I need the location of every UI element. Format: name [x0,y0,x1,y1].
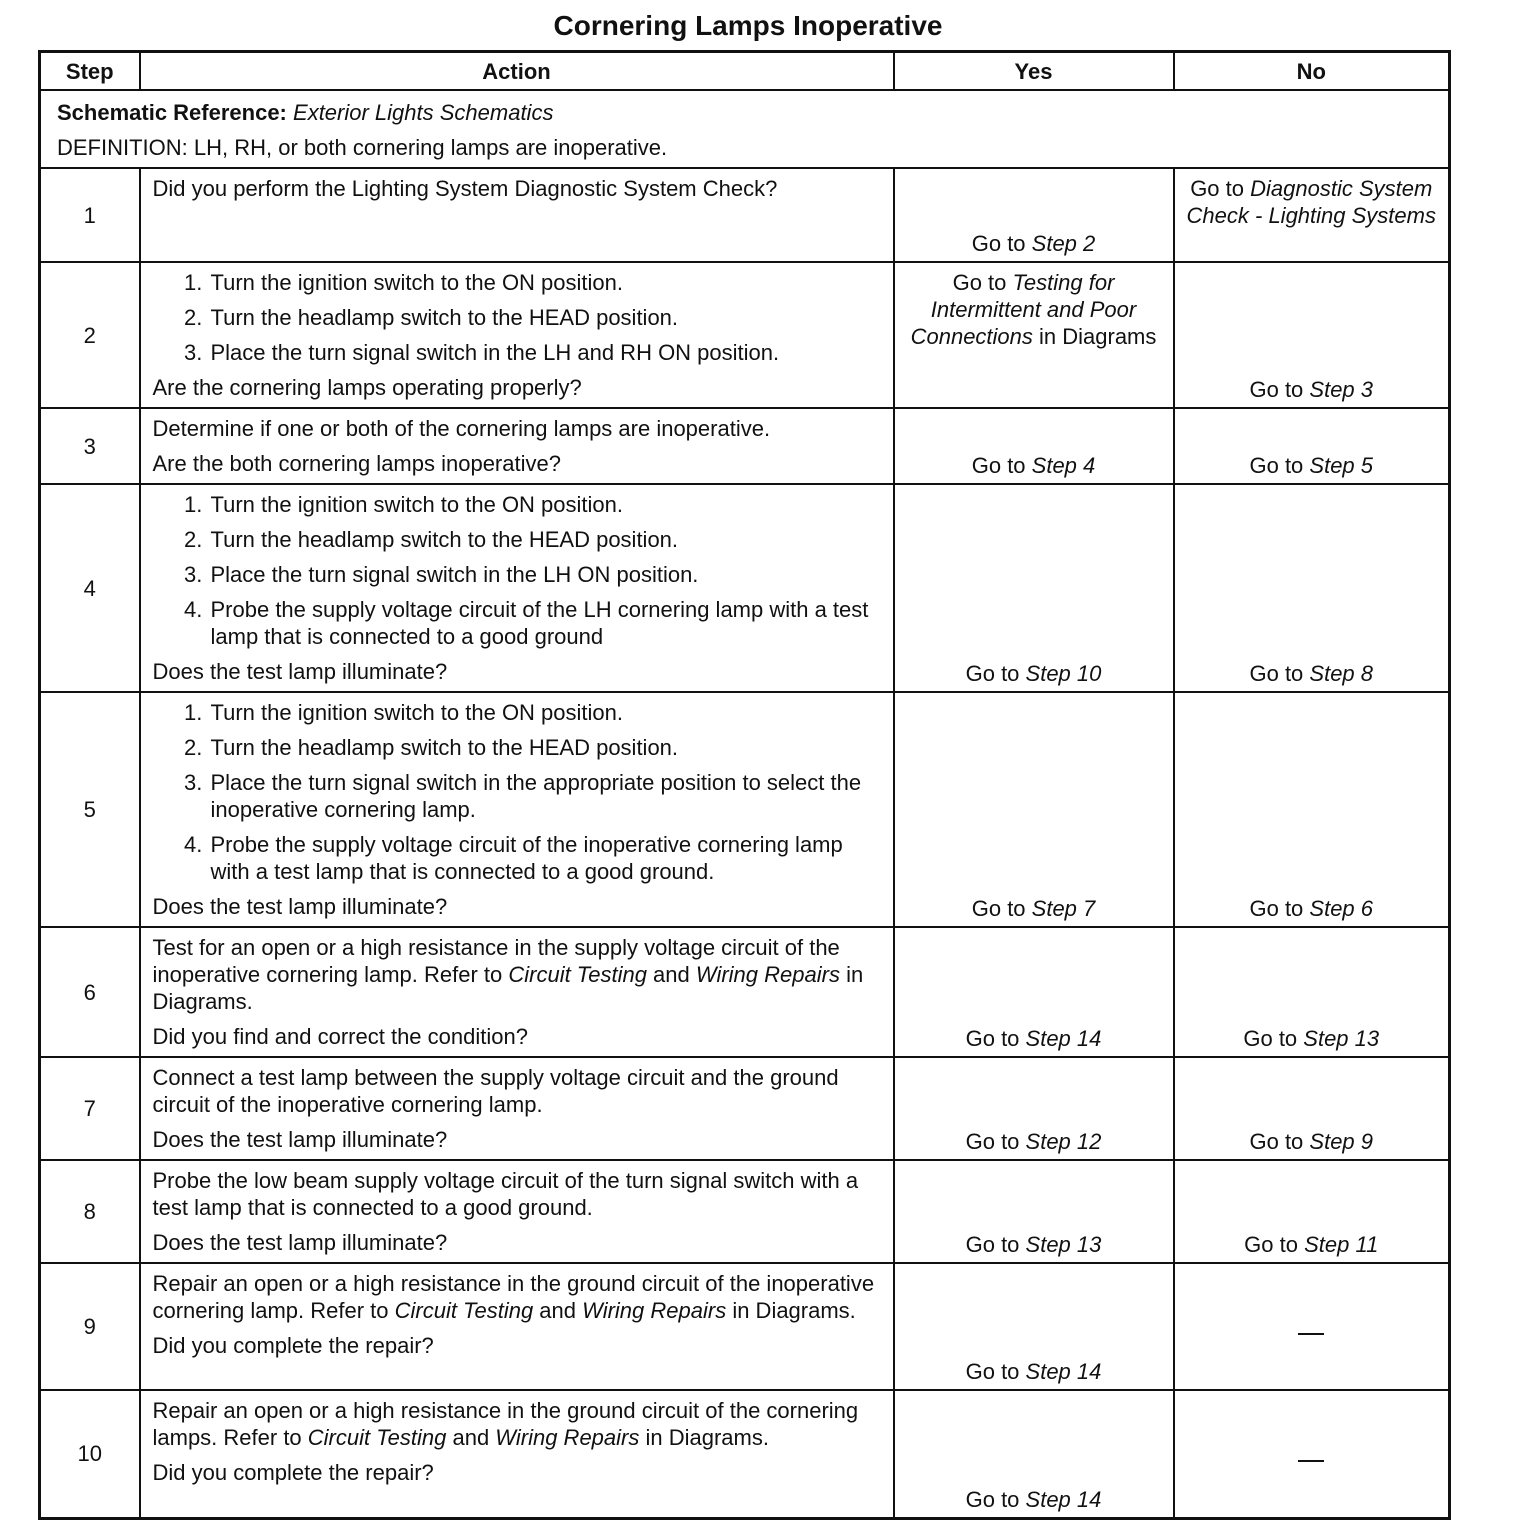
goto-reference[interactable]: Step 7 [1031,896,1096,921]
yes-cell [894,484,1174,692]
goto-prefix: Go to [965,1129,1026,1154]
reference-link-text: Wiring Repairs [582,1298,727,1323]
goto-prefix: Go to [1244,1232,1305,1257]
table-row [40,692,1450,927]
yes-cell [894,168,1174,262]
action-cell [140,927,894,1057]
step-number: 8 [40,1160,140,1263]
yes-cell [894,1263,1174,1390]
goto-reference[interactable]: Step 9 [1309,1129,1374,1154]
goto-reference[interactable]: Step 10 [1025,661,1102,686]
no-cell [1174,484,1450,692]
action-question: Are the cornering lamps operating properly? [152,375,582,400]
goto-suffix: in Diagrams [1032,324,1157,349]
table-row [40,1390,1450,1518]
yes-cell [894,408,1174,484]
text-segment: and [446,1425,496,1450]
action-question: Does the test lamp illuminate? [152,659,448,684]
text-segment: and [646,962,696,987]
goto-prefix: Go to [965,1359,1026,1384]
action-cell [140,262,894,408]
step-number: 2 [40,262,140,408]
action-question: Did you complete the repair? [152,1460,434,1485]
action-step: 3. Place the turn signal switch in the appropriate position to select the inoperative cornering lamp. [209,769,883,823]
step-number: 7 [40,1057,140,1160]
action-cell [140,168,894,262]
text-segment: Repair an open or a high resistance in the ground circuit of the cornering lamps. Refer to [152,1398,859,1450]
goto-reference[interactable]: Testing for Intermittent and Poor Connections [910,270,1137,349]
goto-reference[interactable]: Step 13 [1025,1232,1102,1257]
action-cell [140,1263,894,1390]
goto-reference[interactable]: Step 4 [1031,453,1096,478]
text-segment: in Diagrams. [639,1425,769,1450]
no-cell [1174,262,1450,408]
no-cell [1174,927,1450,1057]
goto-reference[interactable]: Step 14 [1025,1486,1102,1512]
definition-text: DEFINITION: LH, RH, or both cornering lamps are inoperative. [57,135,668,160]
header-yes: Yes [894,52,1174,91]
action-question: Does the test lamp illuminate? [152,894,448,919]
goto-reference[interactable]: Step 14 [1025,1359,1102,1384]
action-question: Are the both cornering lamps inoperative? [152,451,561,476]
action-cell [140,484,894,692]
action-cell [140,408,894,484]
action-cell [140,1160,894,1263]
header-row [40,52,1450,91]
action-paragraph [153,1397,883,1451]
table-row [40,1057,1450,1160]
no-cell [1174,408,1450,484]
action-paragraph: Probe the low beam supply voltage circuit of the turn signal switch with a test lamp that is connected to a good ground. [152,1168,859,1220]
no-cell [1174,1057,1450,1160]
text-segment: in Diagrams. [726,1298,856,1323]
schematic-reference: Exterior Lights Schematics [293,100,554,125]
goto-prefix: Go to [1249,896,1310,921]
yes-cell [894,1390,1174,1518]
goto-prefix: Go to [1249,1129,1310,1154]
yes-cell [894,692,1174,927]
diagnostic-table [38,50,1451,1520]
no-cell [1174,1160,1450,1263]
goto-prefix: Go to [1249,453,1310,478]
yes-cell [894,262,1174,408]
header-action: Action [140,52,894,91]
action-step: 2. Turn the headlamp switch to the HEAD position. [209,526,883,553]
reference-link-text: Circuit Testing [508,962,647,987]
no-answer-dash [1298,1333,1324,1335]
action-paragraph: Determine if one or both of the cornering lamps are inoperative. [152,416,771,441]
table-row [40,1160,1450,1263]
action-step: 1. Turn the ignition switch to the ON position. [209,491,883,518]
no-cell [1174,1390,1450,1518]
page-title: Cornering Lamps Inoperative [553,10,943,41]
no-cell [1174,168,1450,262]
action-paragraph [153,934,883,1015]
step-number: 3 [40,408,140,484]
goto-prefix: Go to [971,231,1032,256]
schematic-cell [40,90,1450,168]
action-step: 3. Place the turn signal switch in the LH ON position. [209,561,883,588]
table-row [40,262,1450,408]
action-cell [140,1390,894,1518]
yes-cell [894,1160,1174,1263]
reference-link-text: Circuit Testing [394,1298,534,1323]
text-segment: Repair an open or a high resistance in the ground circuit of the inoperative cornering lamp. Refer to [152,1271,875,1323]
goto-prefix: Go to [1249,661,1310,686]
goto-prefix: Go to [965,1026,1026,1051]
action-step: 2. Turn the headlamp switch to the HEAD position. [209,304,883,331]
goto-prefix: Go to [1243,1026,1304,1051]
goto-reference[interactable]: Step 12 [1025,1129,1102,1154]
text-segment: Test for an open or a high resistance in the supply voltage circuit of the inoperative cornering lamp. Refer to [152,935,840,987]
reference-link-text: Wiring Repairs [695,962,840,987]
action-step: 1. Turn the ignition switch to the ON position. [209,699,883,726]
step-number: 10 [40,1390,140,1518]
step-number: 6 [40,927,140,1057]
action-question: Does the test lamp illuminate? [152,1230,448,1255]
header-step: Step [40,52,140,91]
goto-reference[interactable]: Step 5 [1309,453,1374,478]
action-steps [153,491,883,650]
reference-link-text: Circuit Testing [307,1425,447,1450]
goto-prefix: Go to [952,270,1013,295]
action-step: 3. Place the turn signal switch in the LH and RH ON position. [209,339,883,366]
action-step: 2. Turn the headlamp switch to the HEAD position. [209,734,883,761]
step-number: 4 [40,484,140,692]
action-steps [153,699,883,885]
action-paragraph [153,1270,883,1324]
step-number: 5 [40,692,140,927]
goto-prefix: Go to [971,453,1032,478]
schematic-row [40,90,1450,168]
goto-prefix: Go to [965,1486,1026,1512]
goto-reference[interactable]: Step 11 [1304,1232,1379,1257]
action-cell [140,1057,894,1160]
goto-reference[interactable]: Step 3 [1309,377,1374,402]
goto-reference[interactable]: Step 8 [1309,661,1374,686]
action-question: Did you complete the repair? [152,1333,434,1358]
goto-reference[interactable]: Step 2 [1031,231,1096,256]
table-row [40,927,1450,1057]
goto-prefix: Go to [1190,176,1251,201]
table-row [40,1263,1450,1390]
yes-cell [894,1057,1174,1160]
step-number: 1 [40,168,140,262]
goto-prefix: Go to [971,896,1032,921]
action-question: Did you find and correct the condition? [152,1024,528,1049]
goto-reference[interactable]: Diagnostic System Check - Lighting Systems [1186,176,1436,228]
header-no: No [1174,52,1450,91]
step-number: 9 [40,1263,140,1390]
schematic-label: Schematic Reference: [57,100,287,125]
table-row [40,168,1450,262]
action-paragraph: Did you perform the Lighting System Diagnostic System Check? [152,176,778,201]
goto-reference[interactable]: Step 14 [1025,1026,1102,1051]
no-cell [1174,692,1450,927]
action-step: 4. Probe the supply voltage circuit of the LH cornering lamp with a test lamp that is connected to a good ground [209,596,883,650]
text-segment: in Diagrams. [152,962,864,1014]
action-paragraph: Connect a test lamp between the supply voltage circuit and the ground circuit of the inoperative cornering lamp. [152,1065,839,1117]
no-answer-dash [1298,1460,1324,1462]
table-row [40,408,1450,484]
yes-cell [894,927,1174,1057]
action-step: 1. Turn the ignition switch to the ON position. [209,269,883,296]
table-row [40,484,1450,692]
action-steps [153,269,883,366]
goto-reference[interactable]: Step 6 [1309,896,1374,921]
goto-reference[interactable]: Step 13 [1303,1026,1380,1051]
goto-prefix: Go to [965,661,1026,686]
goto-prefix: Go to [965,1232,1026,1257]
goto-prefix: Go to [1249,377,1310,402]
action-step: 4. Probe the supply voltage circuit of the inoperative cornering lamp with a test lamp that is connected to a good ground. [209,831,883,885]
action-cell [140,692,894,927]
no-cell [1174,1263,1450,1390]
reference-link-text: Wiring Repairs [495,1425,640,1450]
text-segment: and [533,1298,583,1323]
action-question: Does the test lamp illuminate? [152,1127,448,1152]
